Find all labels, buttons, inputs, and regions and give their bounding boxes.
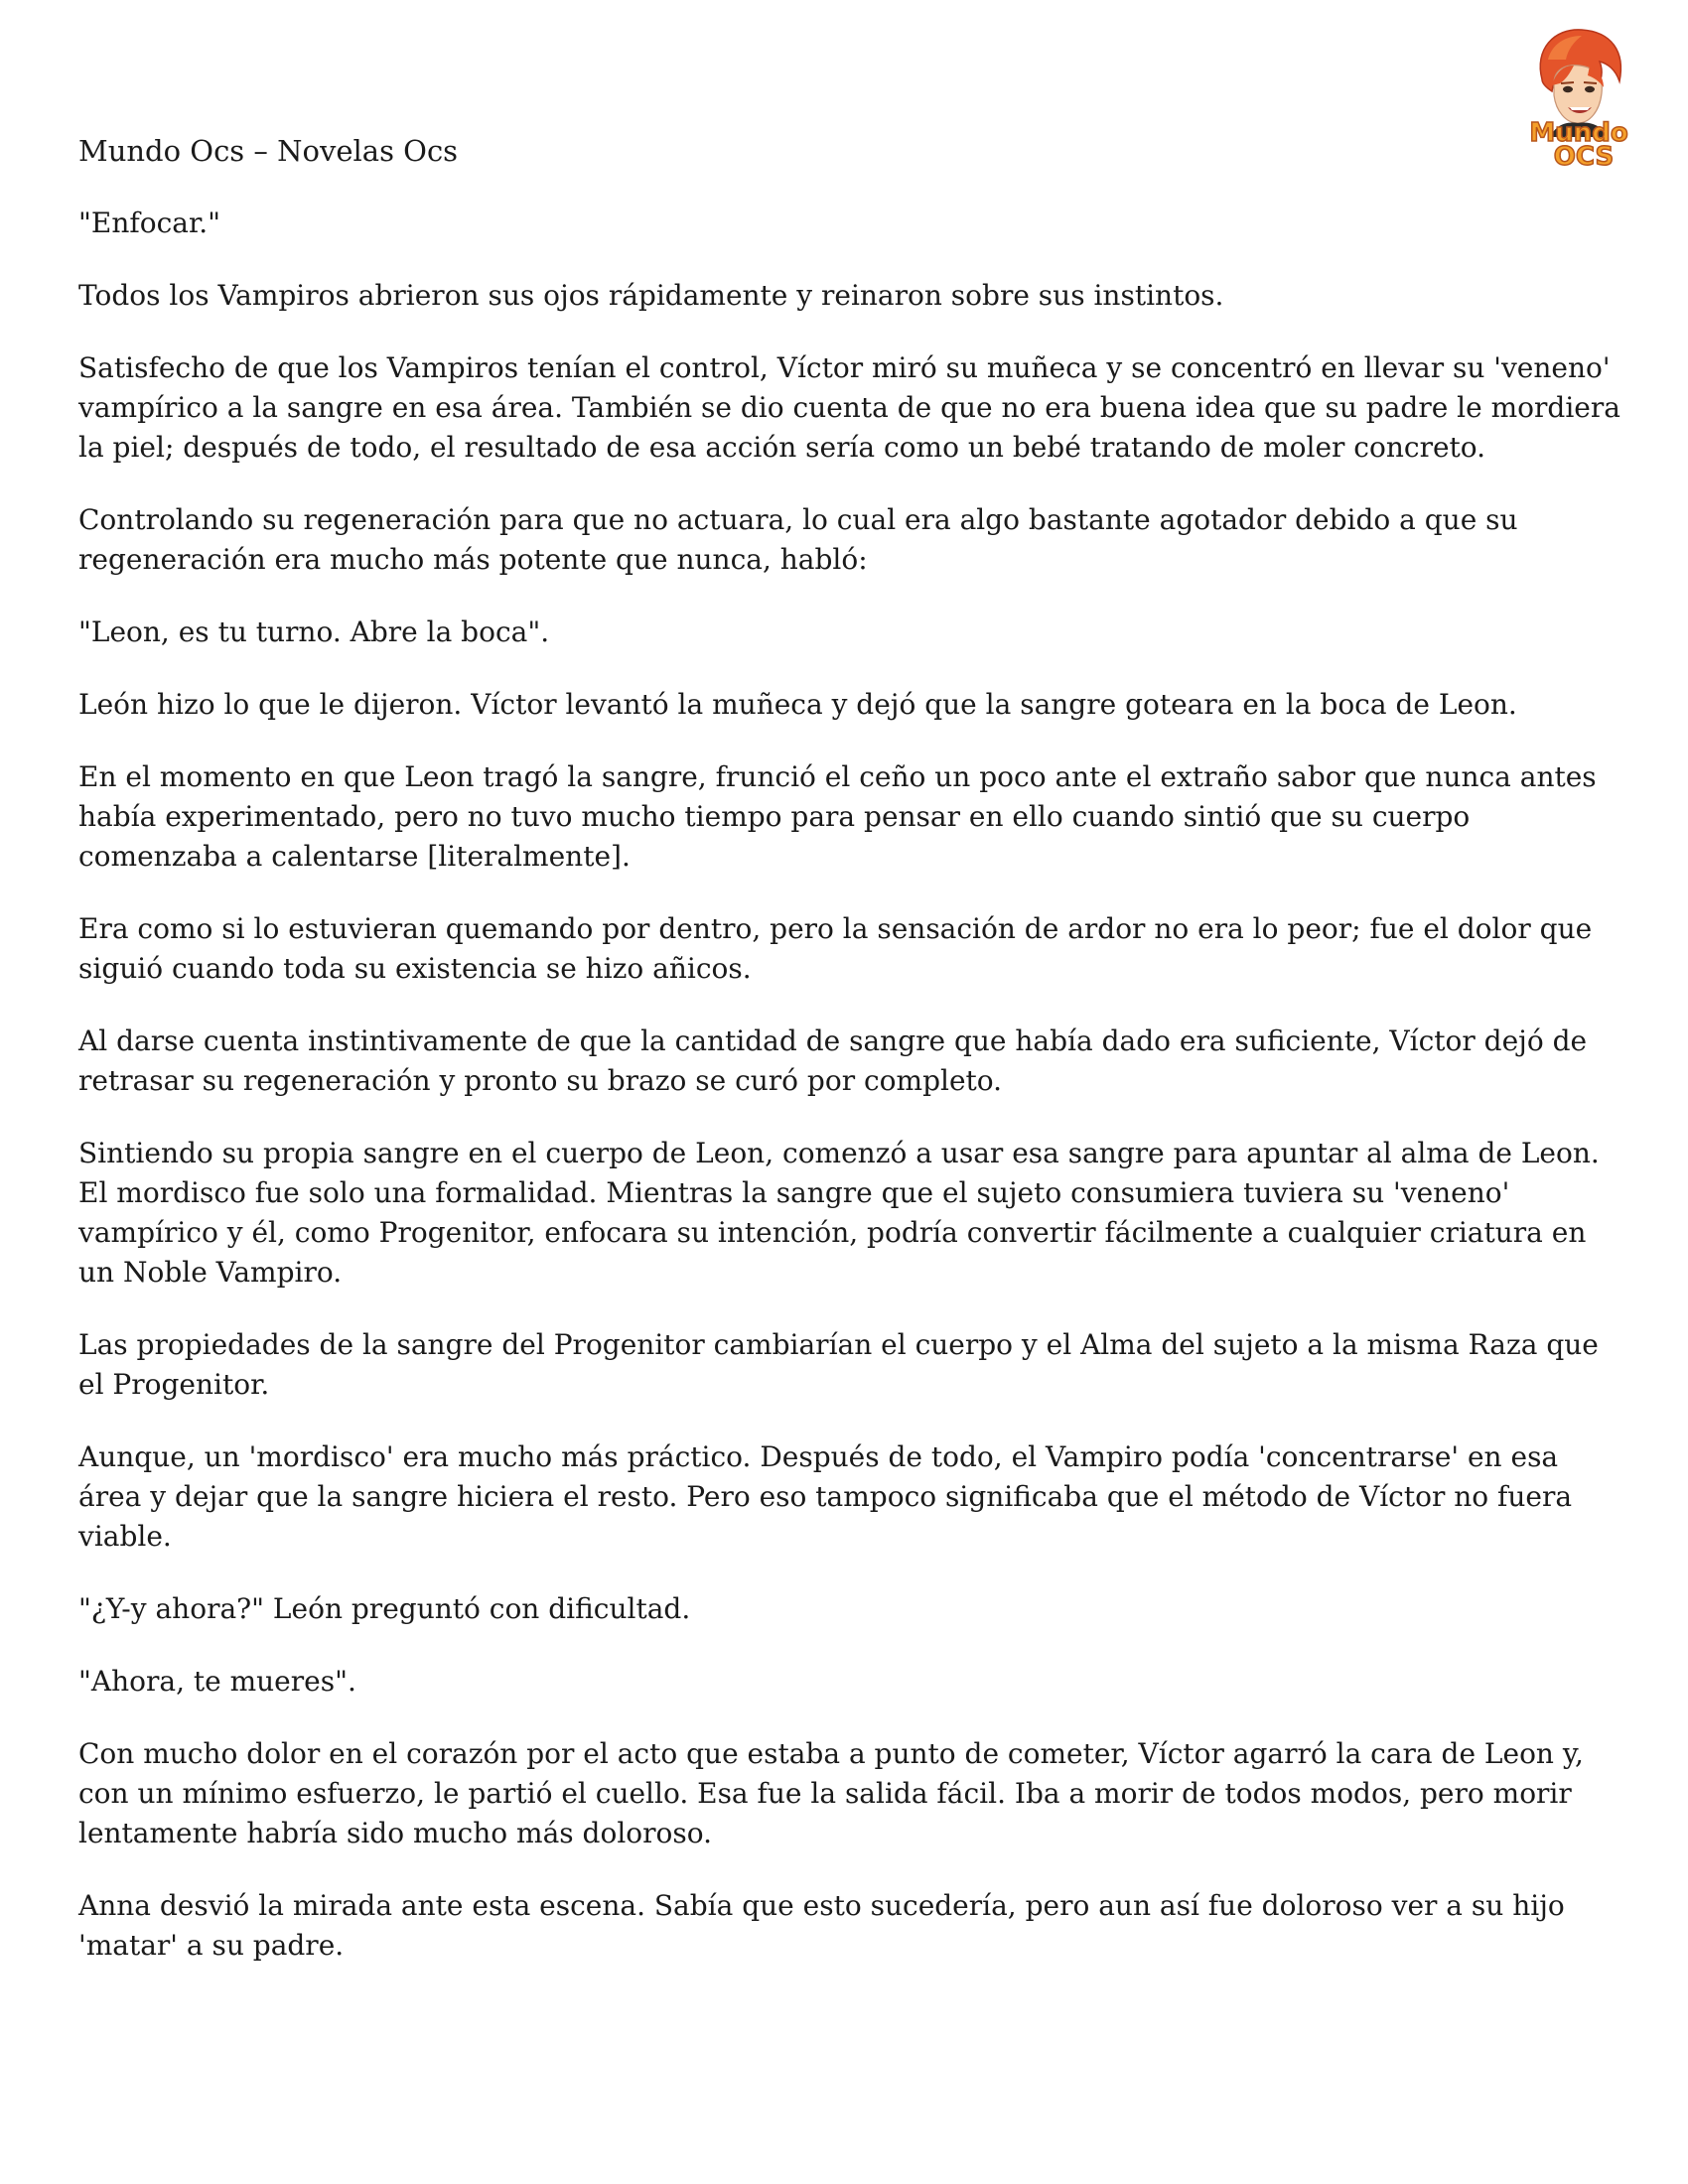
paragraph: Anna desvió la mirada ante esta escena. Sabía que esto sucedería, pero aun así fue doloroso ver a su hijo 'matar' a su padre. — [78, 1889, 1565, 1962]
paragraph: León hizo lo que le dijeron. Víctor levantó la muñeca y dejó que la sangre goteara en la boca de Leon. — [78, 688, 1517, 721]
page-header: Mundo Ocs – Novelas Ocs — [78, 134, 459, 168]
paragraph: Aunque, un 'mordisco' era mucho más práctico. Después de todo, el Vampiro podía 'concentrarse' en esa área y dejar que la sangre hiciera el resto. Pero eso tampoco significaba que el método de Víctor no fuera viable. — [78, 1440, 1573, 1553]
mundo-ocs-logo — [1504, 20, 1653, 174]
paragraph: "¿Y-y ahora?" León preguntó con dificultad. — [78, 1592, 691, 1625]
paragraph: Las propiedades de la sangre del Progenitor cambiarían el cuerpo y el Alma del sujeto a la misma Raza que el Progenitor. — [78, 1328, 1599, 1401]
logo-text-mundo: Mundo — [1529, 118, 1628, 148]
document-body — [78, 204, 1627, 1998]
paragraph: Con mucho dolor en el corazón por el acto que estaba a punto de cometer, Víctor agarró la cara de Leon y, con un mínimo esfuerzo, le partió el cuello. Esa fue la salida fácil. Iba a morir de todos modos, pero morir lentamente habría sido mucho más doloroso. — [78, 1737, 1584, 1849]
paragraph: En el momento en que Leon tragó la sangre, frunció el ceño un poco ante el extraño sabor que nunca antes había experimentado, pero no tuvo mucho tiempo para pensar en ello cuando sintió que su cuerpo comenzaba a calentarse [literalmente]. — [78, 760, 1597, 873]
paragraph: Todos los Vampiros abrieron sus ojos rápidamente y reinaron sobre sus instintos. — [78, 279, 1224, 312]
paragraph: Sintiendo su propia sangre en el cuerpo de Leon, comenzó a usar esa sangre para apuntar al alma de Leon. El mordisco fue solo una formalidad. Mientras la sangre que el sujeto consumiera tuviera su 'veneno' vampírico y él, como Progenitor, enfocara su intención, podría convertir fácilmente a cualquier criatura en un Noble Vampiro. — [78, 1137, 1600, 1289]
paragraph: Satisfecho de que los Vampiros tenían el control, Víctor miró su muñeca y se concentró en llevar su 'veneno' vampírico a la sangre en esa área. También se dio cuenta de que no era buena idea que su padre le mordiera la piel; después de todo, el resultado de esa acción sería como un bebé tratando de moler concreto. — [78, 351, 1620, 464]
paragraph: Controlando su regeneración para que no actuara, lo cual era algo bastante agotador debido a que su regeneración era mucho más potente que nunca, habló: — [78, 503, 1518, 576]
paragraph: Era como si lo estuvieran quemando por dentro, pero la sensación de ardor no era lo peor; fue el dolor que siguió cuando toda su existencia se hizo añicos. — [78, 912, 1593, 985]
logo-text-ocs: OCS — [1553, 142, 1615, 172]
paragraph: "Enfocar." — [78, 206, 221, 239]
paragraph: "Ahora, te mueres". — [78, 1665, 356, 1698]
paragraph: "Leon, es tu turno. Abre la boca". — [78, 615, 550, 648]
paragraph: Al darse cuenta instintivamente de que la cantidad de sangre que había dado era suficiente, Víctor dejó de retrasar su regeneración y pronto su brazo se curó por completo. — [78, 1024, 1588, 1097]
